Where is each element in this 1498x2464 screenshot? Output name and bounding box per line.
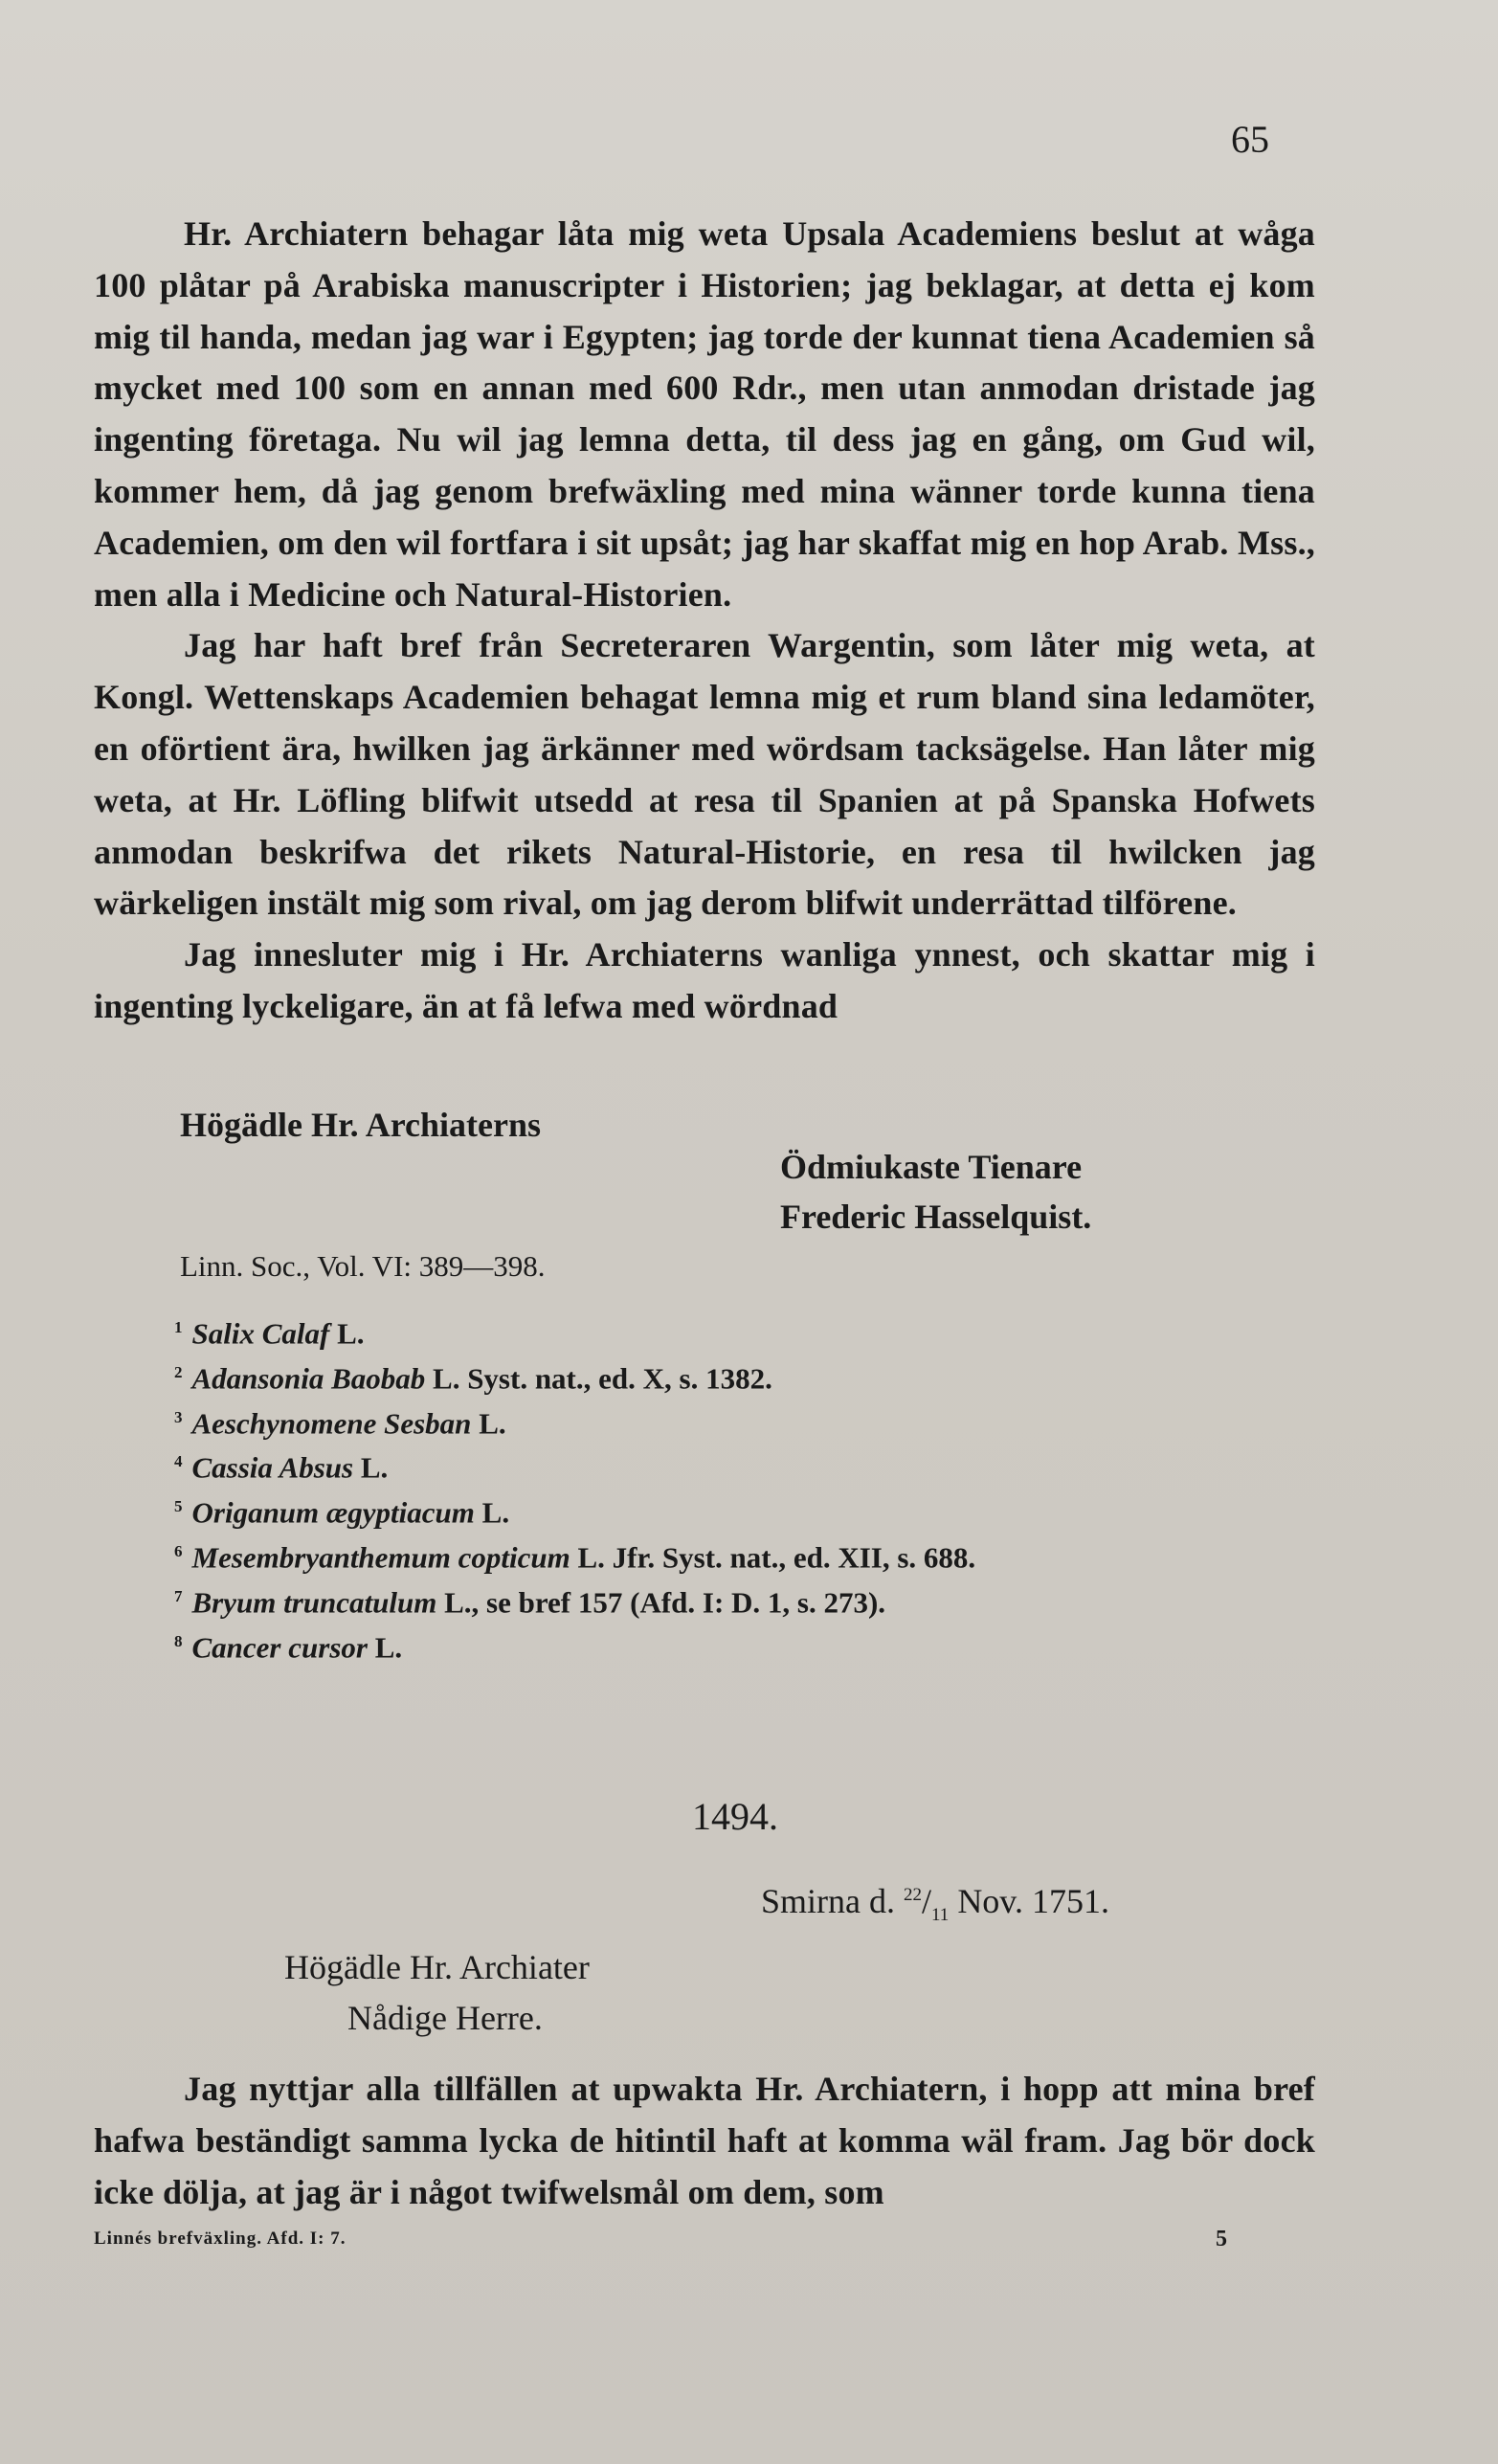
footnote — [174, 1309, 975, 1354]
footnote — [174, 1488, 975, 1533]
footnote — [174, 1443, 975, 1488]
paragraph: Jag har haft bref från Secreteraren Wargentin, som låter mig weta, at Kongl. Wettenskaps Academien behagat lemna mig et rum bland sina ledamöter, en oförtient ära, hwilken jag ärkänner med wördsam tacksägelse. Han låter mig weta, at Hr. Löfling blifwit utsedd at resa til Spanien at på Spanska Hofwets anmodan beskrifwa det rikets Natural-Historie, en resa til hwilcken jag wärkeligen instält mig som rival, om jag derom blifwit underrättad tilförene. — [94, 626, 1315, 923]
place: Smirna d. — [761, 1882, 895, 1920]
footnote-number: 2 — [174, 1362, 183, 1381]
page-footer — [94, 2229, 1233, 2250]
letter-body-bottom — [94, 2064, 1315, 2218]
footnote — [174, 1533, 975, 1578]
footnote-text: L. Syst. nat., ed. X, s. 1382. — [425, 1361, 772, 1396]
footnote-number: 8 — [174, 1631, 183, 1650]
footnote-text: L. — [353, 1450, 389, 1485]
species-name: Bryum truncatulum — [191, 1585, 437, 1620]
date-day: 22 — [904, 1885, 922, 1905]
source-reference: Linn. Soc., Vol. VI: 389—398. — [180, 1249, 546, 1283]
paragraph: Hr. Archiatern behagar låta mig weta Upsala Academiens beslut at wåga 100 plåtar på Arabiska manuscripter i Historien; jag beklagar, at detta ej kom mig til handa, medan jag war i Egypten; jag torde der kunnat tiena Academien så mycket med 100 som en annan med 600 Rdr., men utan anmodan dristade jag ingenting företaga. Nu wil jag lemna detta, til dess jag en gång, om Gud wil, kommer hem, då jag genom brefwäxling med mina wänner torde kunna tiena Academien, om den wil fortfara i sit upsåt; jag har skaffat mig en hop Arab. Mss., men alla i Medicine och Natural-Historien. — [94, 214, 1315, 614]
species-name: Salix Calaf — [191, 1316, 330, 1351]
letter-body-top — [94, 209, 1315, 1033]
species-name: Origanum ægyptiacum — [191, 1495, 475, 1530]
footnote-text: L. — [367, 1630, 403, 1665]
footnote-number: 3 — [174, 1407, 183, 1426]
footnote — [174, 1354, 975, 1399]
footnote-number: 5 — [174, 1497, 183, 1516]
species-name: Adansonia Baobab — [191, 1361, 426, 1396]
salutation-line1: Högädle Hr. Archiater — [284, 1948, 590, 1986]
signature-mark: 5 — [1216, 2227, 1228, 2251]
footnote-text: L. — [329, 1316, 365, 1351]
footer-series: Linnés brefväxling. Afd. I: 7. — [94, 2229, 347, 2249]
footnote-text: L. Jfr. Syst. nat., ed. XII, s. 688. — [570, 1540, 976, 1575]
footnote — [174, 1399, 975, 1444]
letter-number: 1494. — [692, 1795, 778, 1838]
species-name: Cancer cursor — [191, 1630, 368, 1665]
species-name: Cassia Absus — [191, 1450, 354, 1485]
species-name: Mesembryanthemum copticum — [191, 1540, 570, 1575]
footnote-text: L. — [471, 1405, 506, 1440]
footnote-number: 4 — [174, 1452, 183, 1471]
closing-servant: Ödmiukaste Tienare — [780, 1148, 1083, 1186]
footnote-text: L., se bref 157 (Afd. I: D. 1, s. 273). — [436, 1585, 886, 1620]
footnote-number: 7 — [174, 1586, 183, 1605]
date-rest: Nov. 1751. — [957, 1882, 1109, 1920]
closing-name: Frederic Hasselquist. — [780, 1198, 1092, 1236]
species-name: Aeschynomene Sesban — [191, 1405, 472, 1440]
place-date: Smirna d. $^{22}/_{11}$ Nov. 1751. — [761, 1882, 1109, 1926]
footnote-text: L. — [474, 1495, 510, 1530]
date-month: 11 — [931, 1905, 950, 1926]
salutation-line2: Nådige Herre. — [347, 1999, 543, 2037]
footnote — [174, 1623, 975, 1668]
footnote — [174, 1578, 975, 1623]
footnotes-list — [174, 1309, 975, 1668]
footnote-number: 6 — [174, 1542, 183, 1561]
page-number: 65 — [1231, 118, 1269, 161]
paragraph: Jag innesluter mig i Hr. Archiaterns wanliga ynnest, och skattar mig i ingenting lyckeligare, än at få lefwa med wördnad — [94, 935, 1315, 1025]
paragraph: Jag nyttjar alla tillfällen at upwakta Hr. Archiatern, i hopp att mina bref hafwa beständigt samma lycka de hitintil haft at komma wäl fram. Jag bör dock icke dölja, at jag är i något twifwelsmål om dem, som — [94, 2070, 1315, 2211]
closing-address: Högädle Hr. Archiaterns — [180, 1106, 541, 1144]
footnote-number: 1 — [174, 1318, 183, 1336]
